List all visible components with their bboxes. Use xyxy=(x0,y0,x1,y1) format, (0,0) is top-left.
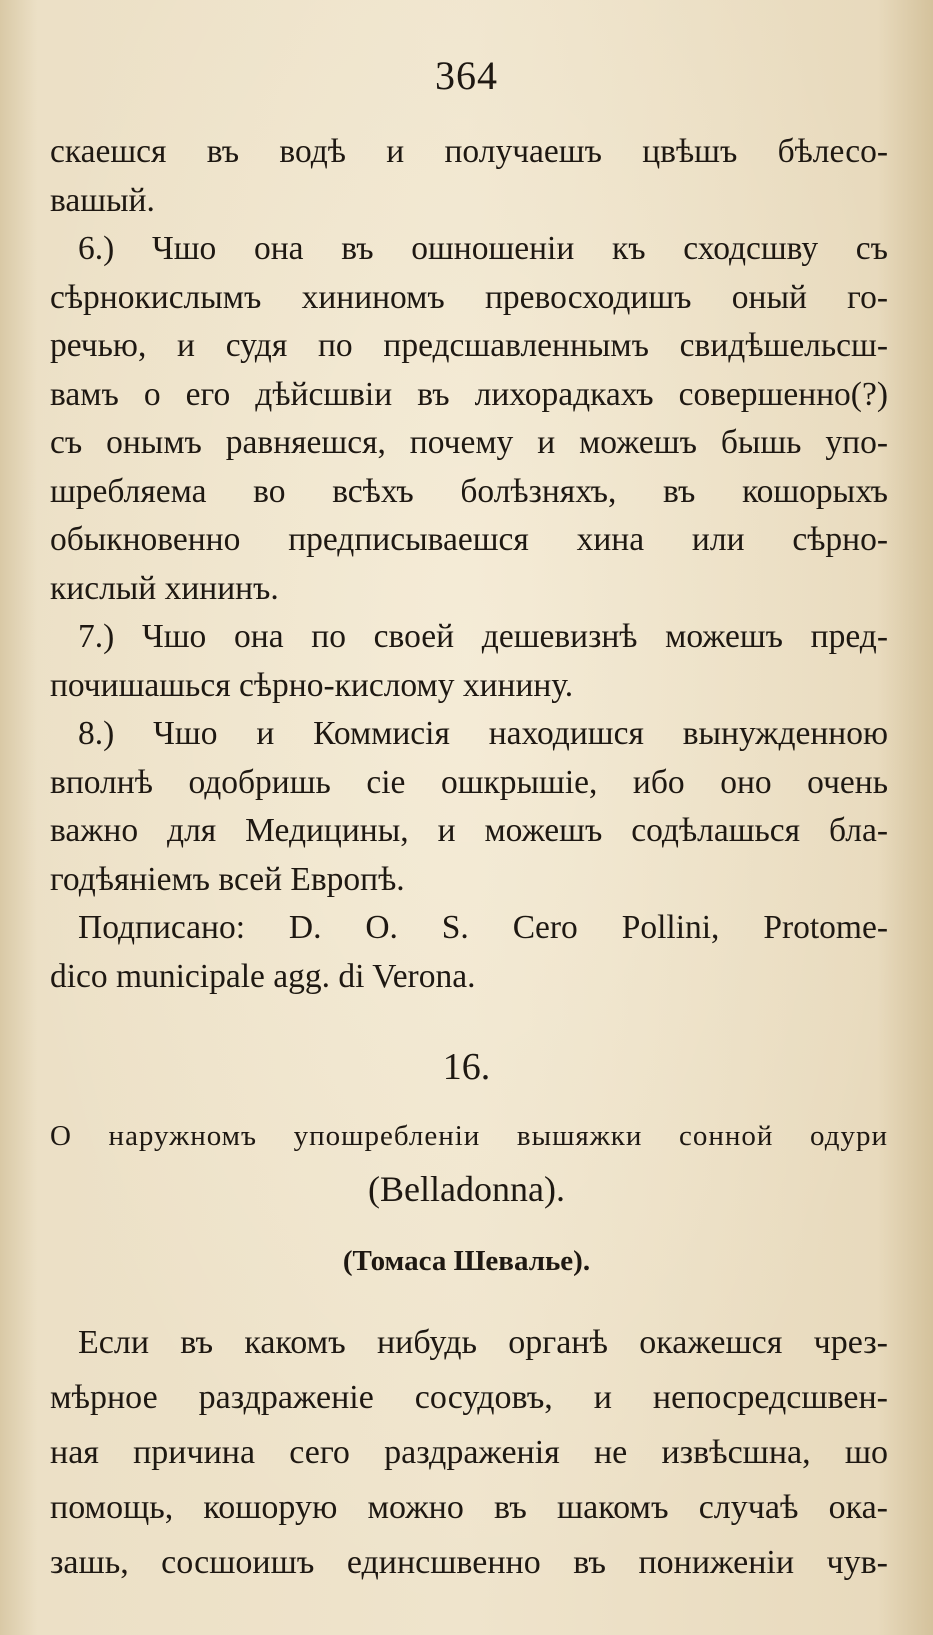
article-author: (Томаса Шевалье). xyxy=(342,1245,591,1277)
text-line: вашый. xyxy=(50,181,155,219)
text-block-conclusions xyxy=(50,128,888,1001)
text-line: 7.) Чшо она по своей дешевизнѣ можешъ пред- xyxy=(78,618,888,655)
text-line: ная причина сего раздраженія не извѣсшна, шо xyxy=(50,1434,888,1471)
text-line: сѣрнокислымъ хининомъ превосходишъ оный го- xyxy=(50,278,888,316)
text-line: речью, и судя по предсшавленнымъ свидѣшельсш- xyxy=(50,327,888,364)
text-line: зашь, сосшоишъ единсшвенно въ пониженіи чув- xyxy=(50,1544,888,1581)
article-heading-latin: (Belladonna). xyxy=(368,1169,565,1209)
text-line: шребляема во всѣхъ болѣзняхъ, въ кошорыхъ xyxy=(50,472,888,510)
article-heading: О наружномъ упошребленіи вышяжки сонной одури xyxy=(50,1120,888,1152)
text-line: скаешся въ водѣ и получаешъ цвѣшъ бѣлесо- xyxy=(50,133,888,170)
text-line: кислый хининъ. xyxy=(50,569,279,607)
text-line: обыкновенно предписываешся хина или сѣрно- xyxy=(50,521,888,558)
section-number: 16. xyxy=(442,1046,491,1088)
text-line: Если въ какомъ нибудь органѣ окажешся чрез- xyxy=(78,1324,888,1361)
text-line: 6.) Чшо она въ ошношеніи къ сходсшву съ xyxy=(78,230,888,267)
page-number: 364 xyxy=(435,53,498,98)
text-line: почишашься сѣрно-кислому хинину. xyxy=(50,666,574,704)
text-line: вполнѣ одобришь сіе ошкрышіе, ибо оно очень xyxy=(50,763,888,801)
text-line: 8.) Чшо и Коммисія находишся вынужденною xyxy=(78,715,888,752)
text-line: важно для Медицины, и можешъ содѣлашься бла- xyxy=(50,812,888,849)
text-block-article-body xyxy=(50,1315,888,1590)
text-line: вамъ о его дѣйсшвіи въ лихорадкахъ совершенно(?) xyxy=(50,375,888,413)
text-line: dico municipale agg. di Verona. xyxy=(50,957,476,995)
text-line: мѣрное раздраженіе сосудовъ, и непосредсшвен- xyxy=(50,1379,888,1416)
text-line: съ онымъ равняешся, почему и можешъ бышь упо- xyxy=(50,424,888,461)
text-line: помощь, кошорую можно въ шакомъ случаѣ ока- xyxy=(50,1489,888,1526)
text-line: Подписано: D. O. S. Cero Pollini, Protome- xyxy=(78,909,888,946)
text-line: годѣяніемъ всей Европѣ. xyxy=(50,860,405,898)
